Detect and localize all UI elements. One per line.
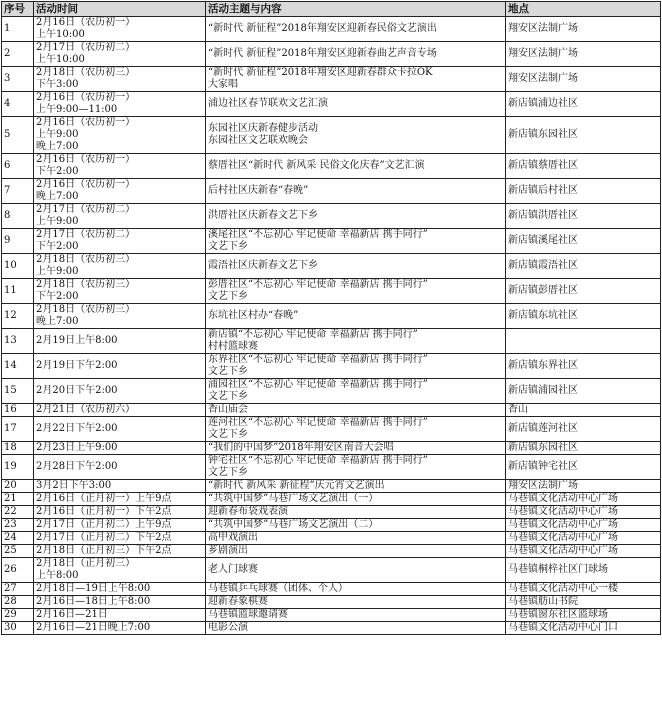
- row-number: 3: [2, 67, 34, 92]
- table-row: [2, 609, 661, 622]
- row-event: “新时代 新征程”2018年翔安区迎新春曲艺声音专场: [206, 42, 506, 67]
- row-event: 芗剧演出: [206, 545, 506, 558]
- row-time: 2月18日（农历初三） 上午9:00: [34, 254, 206, 279]
- table-row: [2, 42, 661, 67]
- table-row: [2, 17, 661, 42]
- row-place: 新店镇莲河社区: [506, 417, 661, 442]
- row-number: 6: [2, 154, 34, 179]
- row-event: 香山庙会: [206, 404, 506, 417]
- row-time: 2月16日—21日晚上7:00: [34, 622, 206, 635]
- row-number: 4: [2, 92, 34, 117]
- row-time: 2月16日（农历初一） 晚上7:00: [34, 179, 206, 204]
- row-number: 15: [2, 379, 34, 404]
- row-number: 18: [2, 442, 34, 455]
- row-time: 2月16日—18日上午8:00: [34, 596, 206, 609]
- table-row: [2, 279, 661, 304]
- row-place: 新店镇蔡厝社区: [506, 154, 661, 179]
- row-event: 洪厝社区庆新春文艺下乡: [206, 204, 506, 229]
- row-event: 后村社区庆新春“春晚”: [206, 179, 506, 204]
- row-time: 2月16日（正月初一）上午9点: [34, 493, 206, 506]
- row-place: 新店镇钟宅社区: [506, 455, 661, 480]
- row-event: 浦园社区“不忘初心 牢记使命 幸福新店 携手同行” 文艺下乡: [206, 379, 506, 404]
- row-number: 23: [2, 519, 34, 532]
- row-time: 2月22日下午2:00: [34, 417, 206, 442]
- row-number: 1: [2, 17, 34, 42]
- table-row: [2, 304, 661, 329]
- row-number: 14: [2, 354, 34, 379]
- header-no: 序号: [2, 2, 34, 17]
- row-event: 马巷镇篮球邀请赛: [206, 609, 506, 622]
- row-time: 2月18日（农历初三） 下午2:00: [34, 279, 206, 304]
- row-place: 马巷镇舫山书院: [506, 596, 661, 609]
- row-event: 新店镇“不忘初心 牢记使命 幸福新店 携手同行” 村村篮球赛: [206, 329, 506, 354]
- table-row: [2, 558, 661, 583]
- row-place: 翔安区法制广场: [506, 42, 661, 67]
- header-event: 活动主题与内容: [206, 2, 506, 17]
- table-row: [2, 229, 661, 254]
- row-event: 东界社区“不忘初心 牢记使命 幸福新店 携手同行” 文艺下乡: [206, 354, 506, 379]
- table-row: [2, 622, 661, 635]
- row-number: 26: [2, 558, 34, 583]
- row-place: 马巷镇文化活动中心广场: [506, 506, 661, 519]
- table-row: [2, 179, 661, 204]
- table-row: [2, 117, 661, 154]
- table-row: [2, 379, 661, 404]
- row-number: 21: [2, 493, 34, 506]
- row-place: 马巷镇窗东社区篮球场: [506, 609, 661, 622]
- table-row: [2, 583, 661, 596]
- row-time: 2月17日（农历初二） 上午9:00: [34, 204, 206, 229]
- row-event: 浦边社区春节联欢文艺汇演: [206, 92, 506, 117]
- row-time: 2月16日（农历初一） 上午9:00—11:00: [34, 92, 206, 117]
- table-row: [2, 596, 661, 609]
- row-event: 马巷镇乒乓球赛（团体、个人）: [206, 583, 506, 596]
- row-number: 9: [2, 229, 34, 254]
- row-number: 25: [2, 545, 34, 558]
- row-time: 2月18日（农历初三） 下午3:00: [34, 67, 206, 92]
- row-event: “新时代 新风采 新征程”庆元宵文艺演出: [206, 480, 506, 493]
- row-number: 8: [2, 204, 34, 229]
- row-place: 马巷镇文化活动中心广场: [506, 519, 661, 532]
- row-event: “新时代 新征程”2018年翔安区迎新春民俗文艺演出: [206, 17, 506, 42]
- row-place: 马巷镇文化活动中心广场: [506, 493, 661, 506]
- row-event: “共筑中国梦”马巷广场文艺演出（二）: [206, 519, 506, 532]
- table-row: [2, 204, 661, 229]
- row-place: 新店镇后村社区: [506, 179, 661, 204]
- row-time: 2月28日下午2:00: [34, 455, 206, 480]
- row-event: 溪尾社区“不忘初心 牢记使命 幸福新店 携手同行” 文艺下乡: [206, 229, 506, 254]
- row-time: 2月19日上午8:00: [34, 329, 206, 354]
- row-event: “新时代 新征程”2018年翔安区迎新春群众卡拉OK 大家唱: [206, 67, 506, 92]
- table-header-row: [2, 2, 661, 17]
- row-place: 新店镇溪尾社区: [506, 229, 661, 254]
- row-place: 翔安区法制广场: [506, 67, 661, 92]
- row-time: 3月2日下午3:00: [34, 480, 206, 493]
- table-row: [2, 455, 661, 480]
- row-event: “共筑中国梦”马巷广场文艺演出（一）: [206, 493, 506, 506]
- row-event: 迎新春象棋赛: [206, 596, 506, 609]
- row-time: 2月16日（正月初一）下午2点: [34, 506, 206, 519]
- row-number: 13: [2, 329, 34, 354]
- row-number: 28: [2, 596, 34, 609]
- row-place: 新店镇东园社区: [506, 117, 661, 154]
- header-place: 地点: [506, 2, 661, 17]
- row-time: 2月17日（正月初二）下午2点: [34, 532, 206, 545]
- row-place: 马巷镇文化活动中心门口: [506, 622, 661, 635]
- row-event: 莲河社区“不忘初心 牢记使命 幸福新店 携手同行” 文艺下乡: [206, 417, 506, 442]
- row-event: 东坑社区村办“春晚”: [206, 304, 506, 329]
- row-time: 2月21日（农历初六）: [34, 404, 206, 417]
- row-time: 2月20日下午2:00: [34, 379, 206, 404]
- row-number: 7: [2, 179, 34, 204]
- row-event: 老人门球赛: [206, 558, 506, 583]
- table-row: [2, 354, 661, 379]
- row-place: 马巷镇文化活动中心广场: [506, 545, 661, 558]
- row-time: 2月17日（农历初二） 上午10:00: [34, 42, 206, 67]
- row-number: 29: [2, 609, 34, 622]
- table-row: [2, 506, 661, 519]
- table-row: [2, 67, 661, 92]
- row-time: 2月16日—21日: [34, 609, 206, 622]
- row-place: 新店镇霞浯社区: [506, 254, 661, 279]
- row-place: 马巷镇文化活动中心一楼: [506, 583, 661, 596]
- table-row: [2, 532, 661, 545]
- row-time: 2月16日（农历初一） 上午10:00: [34, 17, 206, 42]
- table-row: [2, 442, 661, 455]
- row-place: 香山: [506, 404, 661, 417]
- table-row: [2, 493, 661, 506]
- activity-schedule-table: [1, 1, 661, 635]
- row-event: 钟宅社区“不忘初心 牢记使命 幸福新店 携手同行” 文艺下乡: [206, 455, 506, 480]
- row-time: 2月16日（农历初一） 上午9:00 晚上7:00: [34, 117, 206, 154]
- row-event: 蔡厝社区“新时代 新风采 民俗文化庆春”文艺汇演: [206, 154, 506, 179]
- table-row: [2, 519, 661, 532]
- row-place: 新店镇浦园社区: [506, 379, 661, 404]
- row-time: 2月16日（农历初一） 下午2:00: [34, 154, 206, 179]
- row-number: 19: [2, 455, 34, 480]
- row-time: 2月17日（农历初二） 下午2:00: [34, 229, 206, 254]
- row-number: 10: [2, 254, 34, 279]
- row-place: [506, 329, 661, 354]
- row-time: 2月19日下午2:00: [34, 354, 206, 379]
- row-place: 新店镇东界社区: [506, 354, 661, 379]
- row-number: 16: [2, 404, 34, 417]
- row-time: 2月23日上午9:00: [34, 442, 206, 455]
- row-number: 24: [2, 532, 34, 545]
- row-time: 2月17日（正月初二）上午9点: [34, 519, 206, 532]
- row-place: 翔安区法制广场: [506, 17, 661, 42]
- row-place: 新店镇彭厝社区: [506, 279, 661, 304]
- table-row: [2, 417, 661, 442]
- row-time: 2月18日（正月初三）下午2点: [34, 545, 206, 558]
- row-number: 2: [2, 42, 34, 67]
- row-place: 翔安区法制广场: [506, 480, 661, 493]
- row-time: 2月18日—19日上午8:00: [34, 583, 206, 596]
- row-event: 霞浯社区庆新春文艺下乡: [206, 254, 506, 279]
- table-row: [2, 545, 661, 558]
- row-place: 新店镇东园社区: [506, 442, 661, 455]
- row-place: 新店镇洪厝社区: [506, 204, 661, 229]
- row-event: 彭厝社区“不忘初心 牢记使命 幸福新店 携手同行” 文艺下乡: [206, 279, 506, 304]
- row-place: 马巷镇桐梓社区门球场: [506, 558, 661, 583]
- table-row: [2, 480, 661, 493]
- row-number: 20: [2, 480, 34, 493]
- row-time: 2月18日（农历初三） 晚上7:00: [34, 304, 206, 329]
- row-event: 东园社区庆新春健步活动 东园社区文艺联欢晚会: [206, 117, 506, 154]
- row-number: 5: [2, 117, 34, 154]
- row-number: 11: [2, 279, 34, 304]
- row-place: 新店镇浦边社区: [506, 92, 661, 117]
- row-number: 12: [2, 304, 34, 329]
- row-number: 17: [2, 417, 34, 442]
- table-row: [2, 329, 661, 354]
- row-event: 电影公演: [206, 622, 506, 635]
- table-body: [2, 17, 661, 635]
- row-place: 新店镇东坑社区: [506, 304, 661, 329]
- row-time: 2月18日（正月初三） 上午8:00: [34, 558, 206, 583]
- row-number: 22: [2, 506, 34, 519]
- row-event: “我们的中国梦”2018年翔安区南音大会唱: [206, 442, 506, 455]
- row-place: 马巷镇文化活动中心广场: [506, 532, 661, 545]
- row-number: 30: [2, 622, 34, 635]
- table-row: [2, 404, 661, 417]
- table-row: [2, 254, 661, 279]
- header-time: 活动时间: [34, 2, 206, 17]
- table-row: [2, 154, 661, 179]
- row-number: 27: [2, 583, 34, 596]
- row-event: 高甲戏演出: [206, 532, 506, 545]
- row-event: 迎新春布袋戏表演: [206, 506, 506, 519]
- table-row: [2, 92, 661, 117]
